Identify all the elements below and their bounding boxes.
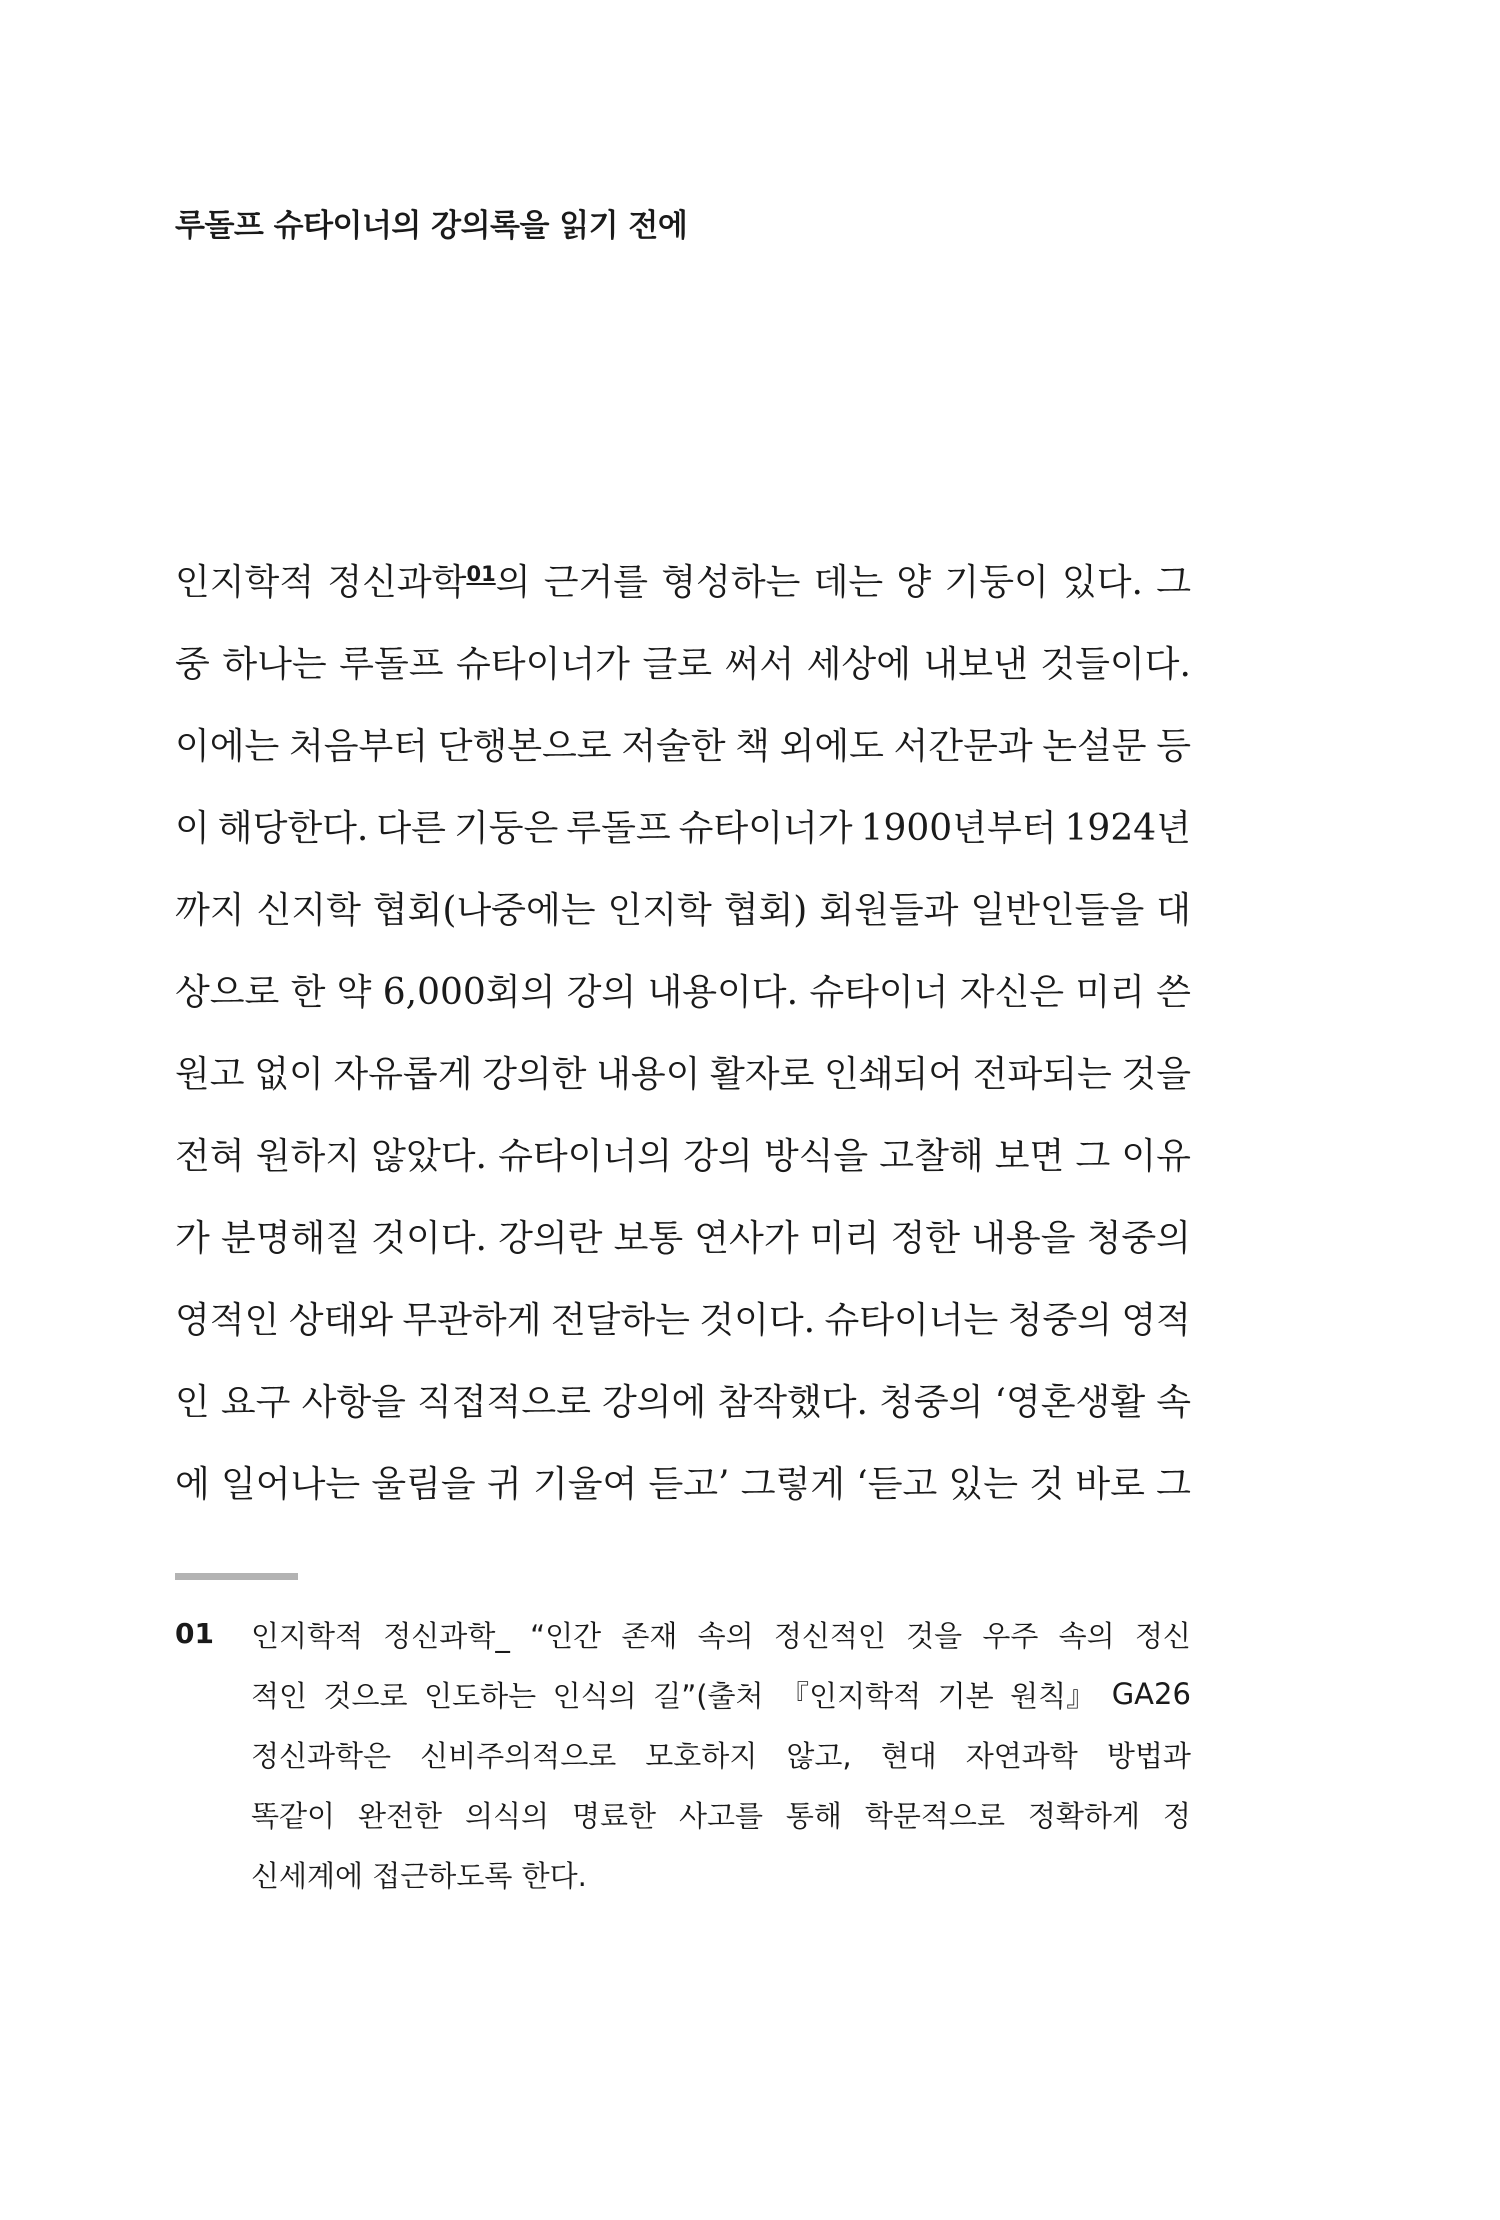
- body-line: 영적인 상태와 무관하게 전달하는 것이다. 슈타이너는 청중의 영적: [175, 1299, 1191, 1341]
- body-line: 중 하나는 루돌프 슈타이너가 글로 써서 세상에 내보낸 것들이다.: [175, 643, 1191, 685]
- body-line: 상으로 한 약 6,000회의 강의 내용이다. 슈타이너 자신은 미리 쓴: [175, 971, 1191, 1013]
- footnote-line: 똑같이 완전한 의식의 명료한 사고를 통해 학문적으로 정확하게 정: [251, 1798, 1191, 1833]
- body-line: 인 요구 사항을 직접적으로 강의에 참작했다. 청중의 ‘영혼생활 속: [175, 1381, 1191, 1423]
- body-text: [175, 538, 1191, 1522]
- footnote-line: 신세계에 접근하도록 한다.: [251, 1858, 587, 1893]
- footnote: [175, 1604, 1191, 1904]
- page-header: 루돌프 슈타이너의 강의록을 읽기 전에: [175, 208, 688, 244]
- body-line: 이에는 처음부터 단행본으로 저술한 책 외에도 서간문과 논설문 등: [175, 725, 1191, 767]
- footnote-divider: [175, 1573, 298, 1580]
- footnote-line: 정신과학은 신비주의적으로 모호하지 않고, 현대 자연과학 방법과: [251, 1738, 1191, 1773]
- body-line: 가 분명해질 것이다. 강의란 보통 연사가 미리 정한 내용을 청중의: [175, 1217, 1191, 1259]
- body-line: 원고 없이 자유롭게 강의한 내용이 활자로 인쇄되어 전파되는 것을: [175, 1053, 1191, 1095]
- body-line: 전혀 원하지 않았다. 슈타이너의 강의 방식을 고찰해 보면 그 이유: [175, 1135, 1191, 1177]
- footnote-line: 인지학적 정신과학_ “인간 존재 속의 정신적인 것을 우주 속의 정신: [251, 1618, 1191, 1653]
- body-line: 에 일어나는 울림을 귀 기울여 듣고’ 그렇게 ‘듣고 있는 것 바로 그: [175, 1463, 1191, 1505]
- footnote-number: 01: [175, 1617, 214, 1650]
- footnote-line: 적인 것으로 인도하는 인식의 길”(출처 『인지학적 기본 원칙』 GA26: [251, 1677, 1191, 1713]
- body-line: 인지학적 정신과학$^{01}$의 근거를 형성하는 데는 양 기둥이 있다. 그: [175, 561, 1191, 603]
- footnote-ref-mark[interactable]: 01: [466, 561, 496, 586]
- body-line: 이 해당한다. 다른 기둥은 루돌프 슈타이너가 1900년부터 1924년: [175, 807, 1191, 849]
- body-line: 까지 신지학 협회(나중에는 인지학 협회) 회원들과 일반인들을 대: [175, 889, 1191, 931]
